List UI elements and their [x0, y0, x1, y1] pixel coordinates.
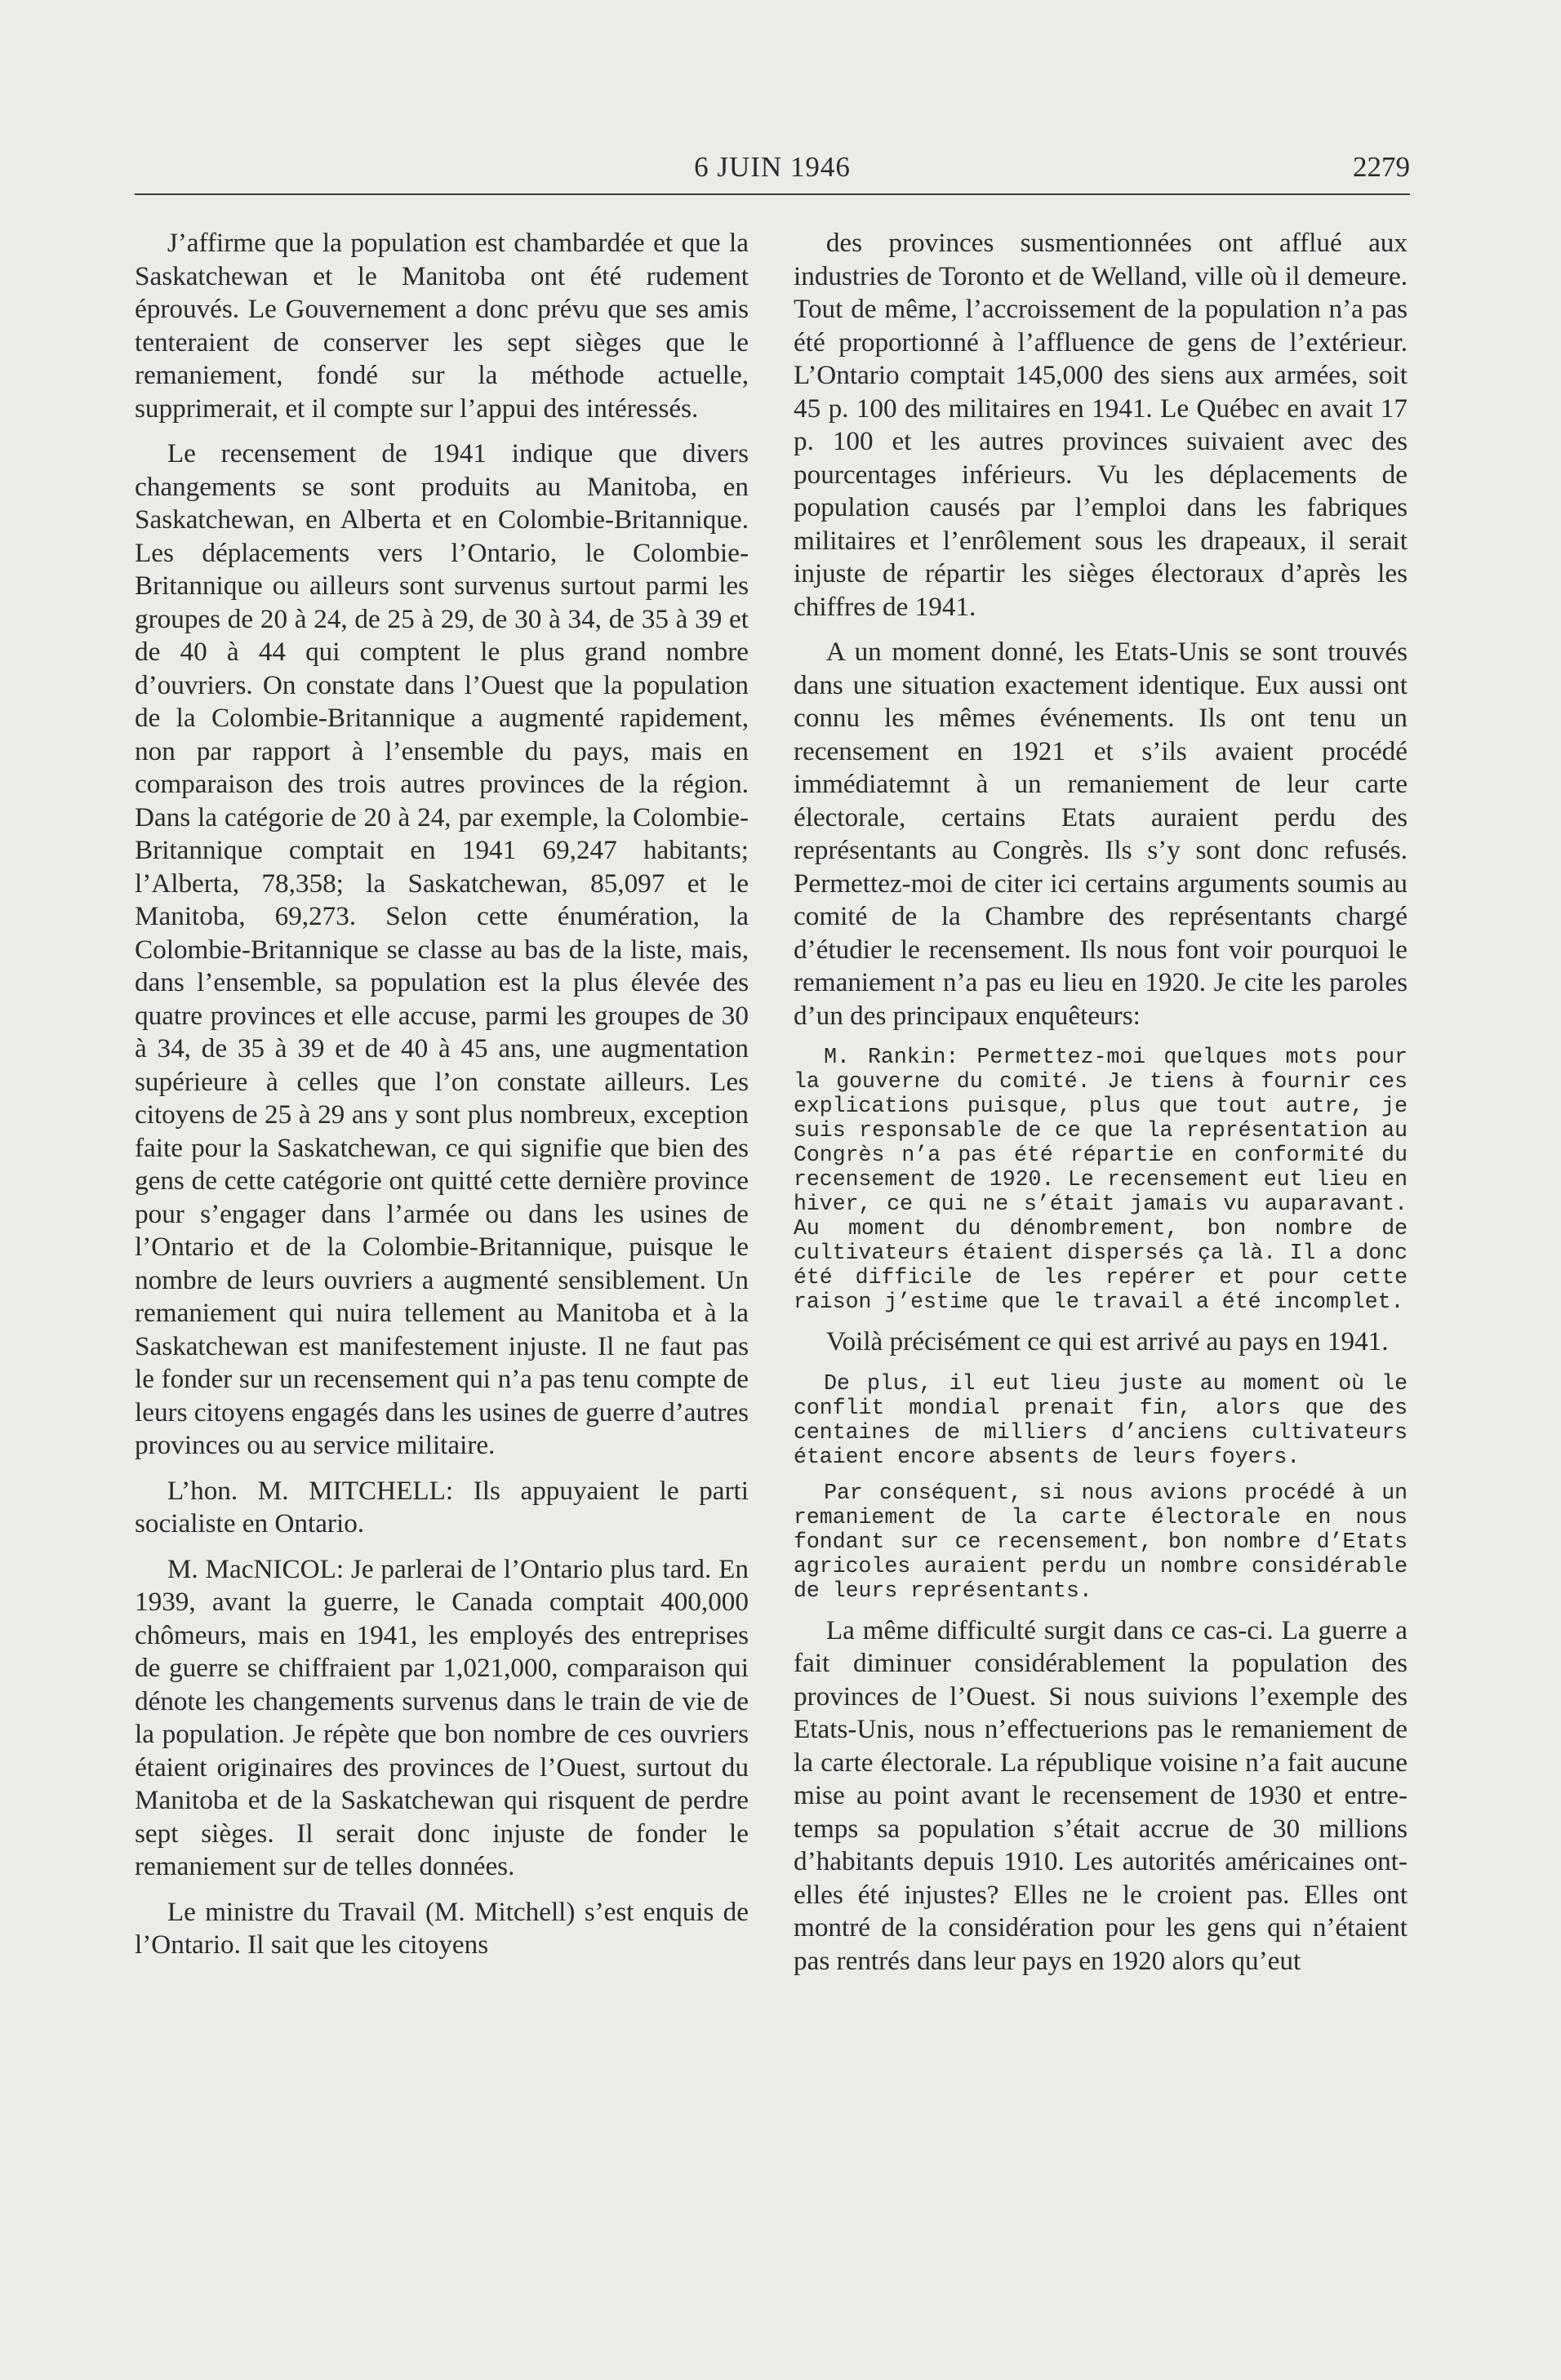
paragraph: Voilà précisément ce qui est arrivé au pays en 1941.	[825, 1326, 1389, 1357]
left-column	[135, 227, 749, 1974]
paragraph: A un moment donné, les Etats-Unis se sont trouvés dans une situation exactement identique. Eux aussi ont connu les mêmes événements. Ils ont tenu un recensement en 1921 et s’ils avaient procédé immédiatemnt à un remaniement de leur carte électorale, certains Etats auraient perdu des représentants au Congrès. Ils s’y sont donc refusés. Permettez-moi de citer ici certains arguments soumis au comité de la Chambre des représentants chargé d’étudier le recensement. Ils nous font voir pourquoi le remaniement n’a pas eu lieu en 1920. Je cite les paroles d’un des principaux enquêteurs:	[794, 637, 1408, 1031]
header-rule	[135, 193, 1410, 195]
header-date: 6 JUIN 1946	[694, 151, 851, 183]
paragraph: Le ministre du Travail (M. Mitchell) s’est enquis de l’Ontario. Il sait que les citoyens	[135, 1896, 749, 1960]
paragraph: M. MacNICOL: Je parlerai de l’Ontario plus tard. En 1939, avant la guerre, le Canada comptait 400,000 chômeurs, mais en 1941, les employés des entreprises de guerre se chiffraient par 1,021,000, comparaison qui dénote les changements survenus dans le train de vie de la population. Je répète que bon nombre de ces ouvriers étaient originaires des provinces de l’Ouest, surtout du Manitoba et de la Saskatchewan qui risquent de perdre sept sièges. Il serait donc injuste de fonder le remaniement sur de telles données.	[135, 1553, 749, 1881]
quoted-paragraph: De plus, il eut lieu juste au moment où le conflit mondial prenait fin, alors que des centaines de milliers d’anciens cultivateurs étaient encore absents de leurs foyers.	[794, 1370, 1408, 1469]
paragraph: J’affirme que la population est chambardée et que la Saskatchewan et le Manitoba ont été rudement éprouvés. Le Gouvernement a donc prévu que ses amis tenteraient de conserver les sept sièges que le remaniement, fondé sur la méthode actuelle, supprimerait, et il compte sur l’appui des intéressés.	[135, 228, 749, 424]
right-column	[794, 227, 1408, 1990]
page-header	[135, 151, 1410, 192]
quoted-paragraph: M. Rankin: Permettez-moi quelques mots pour la gouverne du comité. Je tiens à fournir ces explications puisque, plus que tout autre, je suis responsable de ce que la représentation au Congrès n’a pas été répartie en conformité du recensement de 1920. Le recensement eut lieu en hiver, ce qui ne s’était jamais vu auparavant. Au moment du dénombrement, bon nombre de cultivateurs étaient dispersés ça là. Il a donc été difficile de les repérer et pour cette raison j’estime que le travail a été incomplet.	[794, 1045, 1408, 1314]
paragraph: L’hon. M. MITCHELL: Ils appuyaient le parti socialiste en Ontario.	[135, 1475, 749, 1539]
paragraph: Le recensement de 1941 indique que divers changements se sont produits au Manitoba, en Saskatchewan, en Alberta et en Colombie-Britannique. Les déplacements vers l’Ontario, le Colombie-Britannique ou ailleurs sont survenus surtout parmi les groupes de 20 à 24, de 25 à 29, de 30 à 34, de 35 à 39 et de 40 à 44 qui comptent le plus grand nombre d’ouvriers. On constate dans l’Ouest que la population de la Colombie-Britannique a augmenté rapidement, non par rapport à l’ensemble du pays, mais en comparaison des trois autres provinces de la région. Dans la catégorie de 20 à 24, par exemple, la Colombie-Britannique comptait en 1941 69,247 habitants; l’Alberta, 78,358; la Saskatchewan, 85,097 et le Manitoba, 69,273. Selon cette énumération, la Colombie-Britannique se classe au bas de la liste, mais, dans l’ensemble, sa population est la plus élevée des quatre provinces et elle accuse, parmi les groupes de 30 à 34, de 35 à 39 et de 40 à 45 ans, une augmentation supérieure à celles que l’on constate ailleurs. Les citoyens de 25 à 29 ans y sont plus nombreux, exception faite pour la Saskatchewan, ce qui signifie que bien des gens de cette catégorie ont quitté cette dernière province pour s’engager dans l’armée ou dans les usines de l’Ontario et de la Colombie-Britannique, puisque le nombre de leurs ouvriers a augmenté sensiblement. Un remaniement qui nuira tellement au Manitoba et à la Saskatchewan est manifestement injuste. Il ne faut pas le fonder sur un recensement qui n’a pas tenu compte de leurs citoyens engagés dans les usines de guerre d’autres provinces ou au service militaire.	[135, 438, 749, 1460]
quoted-paragraph: Par conséquent, si nous avions procédé à un remaniement de la carte électorale en nous fondant sur ce recensement, bon nombre d’Etats agricoles auraient perdu un nombre considérable de leurs représentants.	[794, 1480, 1408, 1603]
paragraph: La même difficulté surgit dans ce cas-ci. La guerre a fait diminuer considérablement la population des provinces de l’Ouest. Si nous suivions l’exemple des Etats-Unis, nous n’effectuerions pas le remaniement de la carte électorale. La république voisine n’a fait aucune mise au point avant le recensement de 1930 et entre-temps sa population s’était accrue de 30 millions d’habitants depuis 1910. Les autorités américaines ont-elles été injustes? Elles ne le croient pas. Elles ont montré de la considération pour les gens qui n’étaient pas rentrés dans leur pays en 1920 alors qu’eut	[794, 1614, 1408, 1976]
paragraph: des provinces susmentionnées ont afflué aux industries de Toronto et de Welland, ville où il demeure. Tout de même, l’accroissement de la population n’a pas été proportionné à l’affluence de gens de l’extérieur. L’Ontario comptait 145,000 des siens aux armées, soit 45 p. 100 des militaires en 1941. Le Québec en avait 17 p. 100 et les autres provinces suivaient avec des pourcentages inférieurs. Vu les déplacements de population causés par l’emploi dans les fabriques militaires et l’enrôlement sous les drapeaux, il serait injuste de répartir les sièges électoraux d’après les chiffres de 1941.	[794, 228, 1408, 622]
page-number: 2279	[1353, 151, 1410, 183]
